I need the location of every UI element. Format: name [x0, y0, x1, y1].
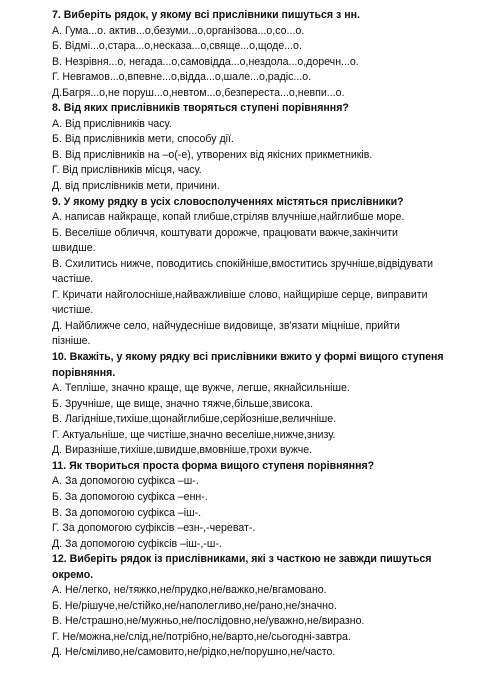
- question-title: 12. Виберіть рядок із прислівниками, які з часткою не завжди пишуться: [52, 553, 432, 566]
- answer-option: Д. Виразніше,тихіше,швидше,вмовніше,трохи вужче.: [52, 444, 313, 457]
- test-page: [52, 8, 482, 661]
- answer-option: А. За допомогою суфікса –ш-.: [52, 475, 199, 488]
- answer-option: Г. Кричати найголосніше,найважливіше слово, найщиріше серце, виправити: [52, 288, 428, 301]
- answer-option-continuation: чистіше.: [52, 304, 94, 317]
- answer-option: В. Від прислівників на –о(-е), утворених від якісних прикметників.: [52, 148, 373, 161]
- question-10: [52, 350, 482, 459]
- question-title: 8. Від яких прислівників творяться ступені порівняння?: [52, 102, 349, 115]
- question-title: 11. Як твориться проста форма вищого ступеня порівняння?: [52, 459, 375, 472]
- answer-option: В. Незрівня...о, негада...о,самовідда...о,нездола...о,доречн...о.: [52, 55, 359, 68]
- answer-option-continuation: швидше.: [52, 242, 96, 255]
- answer-option: Г. Актуальніше, ще чистіше,значно веселіше,нижче,знизу.: [52, 428, 336, 441]
- answer-option: Г. Невгамов...о,впевне...о,відда...о,шале...о,радіс...о.: [52, 71, 312, 84]
- question-title: 9. У якому рядку в усіх словосполученнях містяться прислівники?: [52, 195, 404, 208]
- answer-option: А. Від прислівників часу.: [52, 117, 172, 130]
- answer-option: Д. Не/сміливо,не/самовито,не/рідко,не/порушно,не/часто.: [52, 646, 336, 659]
- answer-option: В. За допомогою суфікса –іш-.: [52, 506, 202, 519]
- question-title: 7. Виберіть рядок, у якому всі прислівники пишуться з нн.: [52, 9, 360, 21]
- answer-option: Д. Найближче село, найчудесніше видовище, зв'язати міцніше, прийти: [52, 319, 400, 332]
- answer-option: А. Не/легко, не/тяжко,не/прудко,не/важко,не/вгамовано.: [52, 584, 327, 597]
- answer-option: В. Не/страшно,не/мужньо,не/послідовно,не/уважно,не/виразно.: [52, 615, 365, 628]
- answer-option: Д. від прислівників мети, причини.: [52, 180, 220, 193]
- question-title: 10. Вкажіть, у якому рядку всі прислівники вжито у формі вищого ступеня: [52, 351, 444, 364]
- answer-option: Б. За допомогою суфікса –енн-.: [52, 490, 208, 503]
- answer-option: Д. За допомогою суфіксів –іш-,-ш-.: [52, 537, 222, 550]
- answer-option: Д.Багря...о,не поруш...о,невтом...о,безпереста...о,невпи...о.: [52, 86, 345, 99]
- answer-option: А. написав найкраще, копай глибше,стріляв влучніше,найглибше море.: [52, 211, 405, 224]
- answer-option: Г. За допомогою суфіксів –езн-,-череват-.: [52, 522, 256, 535]
- question-8: [52, 101, 482, 194]
- answer-option-continuation: частіше.: [52, 273, 94, 286]
- answer-option: А. Тепліше, значно краще, ще вужче, легше, якнайсильніше.: [52, 382, 350, 395]
- question-9: [52, 195, 482, 350]
- question-title-continuation: порівняння.: [52, 366, 116, 379]
- answer-option: А. Гума...о. актив...о,безуми...о,організова...о,со...о.: [52, 24, 305, 37]
- answer-option: Б. Відмі...о,стара...о,несказа...о,свяще...о,щоде...о.: [52, 40, 302, 53]
- answer-option: В. Схилитись нижче, поводитись спокійніше,вмоститись зручніше,відвідувати: [52, 257, 434, 270]
- answer-option-continuation: пізніше.: [52, 335, 91, 348]
- answer-option: Г. Не/можна,не/слід,не/потрібно,не/варто,не/сьогодні-завтра.: [52, 630, 351, 643]
- answer-option: Б. Зручніше, ще вище, значно тяжче,більше,звисока.: [52, 397, 314, 410]
- answer-option: Г. Від прислівників місця, часу.: [52, 164, 202, 177]
- question-12: [52, 552, 482, 661]
- answer-option: В. Лагідніше,тихіше,щонайглибше,серйозніше,величніше.: [52, 413, 337, 426]
- question-11: [52, 459, 482, 552]
- question-7: [52, 8, 482, 101]
- answer-option: Б. Веселіше обличчя, коштувати дорожче, працювати важче,закінчити: [52, 226, 398, 239]
- answer-option: Б. Від прислівників мети, способу дії.: [52, 133, 234, 146]
- answer-option: Б. Не/рішуче,не/стійко,не/наполегливо,не/рано,не/значно.: [52, 599, 337, 612]
- question-title-continuation: окремо.: [52, 568, 94, 581]
